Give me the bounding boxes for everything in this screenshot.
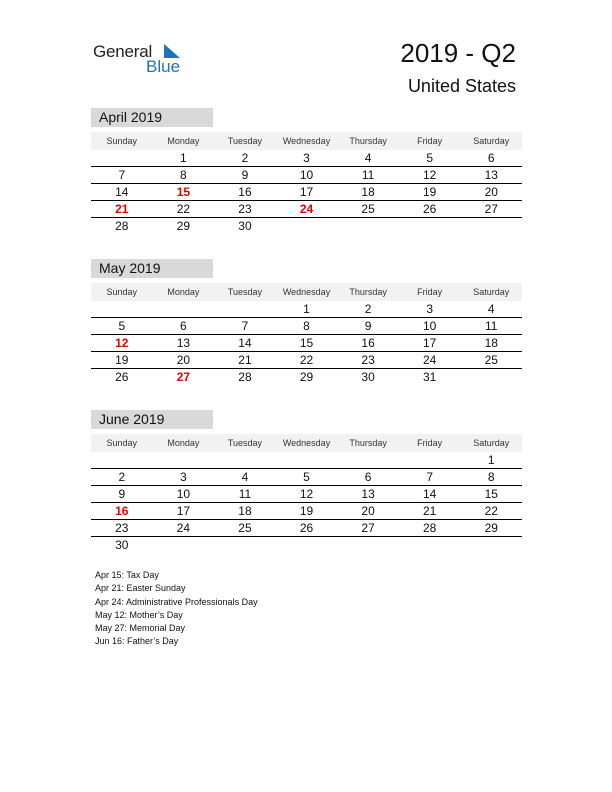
- weekday-label: Sunday: [106, 438, 138, 448]
- weekday-label: Tuesday: [227, 287, 263, 297]
- country-subtitle: United States: [407, 76, 516, 96]
- day-cell: 15: [176, 185, 191, 199]
- weekday-label: Wednesday: [282, 438, 331, 448]
- day-cell: 6: [487, 151, 495, 165]
- weekday-label: Monday: [167, 136, 200, 146]
- day-cell: 10: [299, 168, 314, 182]
- weekday-header-row: [91, 283, 522, 301]
- day-cell: 14: [238, 336, 252, 350]
- day-cell: 22: [299, 353, 314, 367]
- week-row: [91, 537, 522, 553]
- week-row: [91, 469, 522, 486]
- week-rows: [91, 452, 522, 553]
- weekday-label: Wednesday: [282, 136, 331, 146]
- day-cell: 20: [176, 353, 191, 367]
- weekday-label: Friday: [417, 287, 443, 297]
- day-cell: 12: [423, 168, 437, 182]
- day-cell: 26: [115, 370, 129, 384]
- weekday-label: Sunday: [106, 136, 138, 146]
- day-cell: 4: [241, 470, 249, 484]
- day-cell: 12: [115, 336, 129, 350]
- day-cell: 1: [303, 302, 310, 316]
- day-cell: 16: [238, 185, 252, 199]
- day-cell: 11: [238, 487, 252, 501]
- day-cell: 16: [115, 504, 129, 518]
- day-cell: 17: [176, 504, 191, 518]
- day-cell: 25: [238, 521, 252, 535]
- week-row: [91, 335, 522, 352]
- week-row: [91, 150, 522, 167]
- day-cell: 8: [180, 168, 187, 182]
- empty-day-cell: [276, 218, 338, 234]
- day-cell: 24: [423, 353, 437, 367]
- day-cell: 4: [364, 151, 372, 165]
- day-cell: 23: [115, 521, 129, 535]
- week-row: [91, 486, 522, 503]
- day-cell: 13: [361, 487, 375, 501]
- day-cell: 16: [361, 336, 375, 350]
- holiday-note: Apr 15: Tax Day: [95, 570, 159, 580]
- day-cell: 1: [487, 453, 495, 467]
- day-cell: 15: [299, 336, 314, 350]
- empty-day-cell: [399, 452, 461, 468]
- month-title: May 2019: [91, 259, 213, 278]
- day-cell: 14: [423, 487, 437, 501]
- day-cell: 4: [487, 302, 495, 316]
- empty-day-cell: [337, 452, 399, 468]
- day-cell: 17: [299, 185, 314, 199]
- week-row: [91, 452, 522, 469]
- day-cell: 28: [423, 521, 437, 535]
- day-cell: 29: [484, 521, 498, 535]
- day-cell: 18: [361, 185, 375, 199]
- day-cell: 25: [361, 202, 375, 216]
- day-cell: 31: [423, 370, 437, 384]
- day-cell: 9: [118, 487, 126, 501]
- brand-word-blue: Blue: [146, 57, 181, 76]
- day-cell: 7: [118, 168, 126, 182]
- day-cell: 22: [176, 202, 191, 216]
- empty-day-cell: [399, 218, 461, 234]
- empty-day-cell: [214, 537, 276, 553]
- week-row: [91, 352, 522, 369]
- weekday-label: Tuesday: [227, 136, 263, 146]
- weekday-label: Thursday: [349, 287, 387, 297]
- week-rows: [91, 150, 522, 234]
- empty-day-cell: [460, 218, 522, 234]
- holiday-notes: [95, 569, 258, 649]
- day-cell: 27: [361, 521, 375, 535]
- day-cell: 18: [238, 504, 252, 518]
- empty-day-cell: [337, 218, 399, 234]
- weekday-label: Saturday: [473, 136, 510, 146]
- day-cell: 10: [176, 487, 191, 501]
- day-cell: 19: [115, 353, 129, 367]
- weekday-header-row: [91, 132, 522, 150]
- day-cell: 5: [426, 151, 434, 165]
- weekday-label: Saturday: [473, 438, 510, 448]
- weekday-label: Sunday: [106, 287, 138, 297]
- day-cell: 29: [299, 370, 314, 384]
- day-cell: 24: [299, 202, 314, 216]
- day-cell: 3: [180, 470, 187, 484]
- day-cell: 28: [115, 219, 129, 233]
- day-cell: 9: [241, 168, 249, 182]
- empty-day-cell: [153, 301, 215, 317]
- empty-day-cell: [276, 537, 338, 553]
- day-cell: 25: [484, 353, 498, 367]
- day-cell: 2: [241, 151, 249, 165]
- week-row: [91, 301, 522, 318]
- weekday-label: Friday: [417, 136, 443, 146]
- empty-day-cell: [214, 452, 276, 468]
- day-cell: 15: [484, 487, 498, 501]
- week-row: [91, 503, 522, 520]
- day-cell: 11: [361, 168, 375, 182]
- weekday-label: Tuesday: [227, 438, 263, 448]
- day-cell: 23: [238, 202, 252, 216]
- day-cell: 20: [484, 185, 498, 199]
- day-cell: 2: [118, 470, 126, 484]
- day-cell: 9: [364, 319, 372, 333]
- day-cell: 3: [426, 302, 434, 316]
- day-cell: 5: [118, 319, 126, 333]
- week-row: [91, 369, 522, 385]
- day-cell: 6: [364, 470, 372, 484]
- holiday-note: May 27: Memorial Day: [95, 623, 186, 634]
- day-cell: 7: [426, 470, 434, 484]
- day-cell: 2: [364, 302, 372, 316]
- empty-day-cell: [276, 452, 338, 468]
- day-cell: 8: [487, 470, 495, 484]
- day-cell: 18: [484, 336, 498, 350]
- day-cell: 26: [299, 521, 314, 535]
- weekday-label: Friday: [417, 438, 443, 448]
- holiday-note: May 12: Mother’s Day: [95, 609, 183, 620]
- day-cell: 30: [238, 219, 252, 233]
- day-cell: 6: [180, 319, 187, 333]
- day-cell: 17: [423, 336, 437, 350]
- day-cell: 21: [423, 504, 437, 518]
- day-cell: 14: [115, 185, 129, 199]
- weekday-header-row: [91, 434, 522, 452]
- week-row: [91, 218, 522, 234]
- brand-logo: [93, 40, 193, 80]
- weekday-label: Monday: [167, 287, 200, 297]
- empty-day-cell: [91, 452, 153, 468]
- weekday-label: Saturday: [473, 287, 510, 297]
- week-row: [91, 318, 522, 335]
- day-cell: 27: [484, 202, 498, 216]
- day-cell: 26: [423, 202, 437, 216]
- page-title: 2019 - Q2: [400, 38, 516, 68]
- day-cell: 19: [423, 185, 437, 199]
- week-rows: [91, 301, 522, 385]
- day-cell: 13: [176, 336, 191, 350]
- day-cell: 3: [303, 151, 310, 165]
- empty-day-cell: [153, 537, 215, 553]
- week-row: [91, 520, 522, 537]
- day-cell: 30: [361, 370, 375, 384]
- weekday-label: Monday: [167, 438, 200, 448]
- day-cell: 23: [361, 353, 375, 367]
- empty-day-cell: [460, 537, 522, 553]
- day-cell: 20: [361, 504, 375, 518]
- empty-day-cell: [337, 537, 399, 553]
- month-title: April 2019: [91, 108, 213, 127]
- empty-day-cell: [399, 537, 461, 553]
- holiday-note: Jun 16: Father’s Day: [95, 636, 179, 647]
- week-row: [91, 184, 522, 201]
- week-row: [91, 201, 522, 218]
- day-cell: 21: [115, 202, 129, 216]
- empty-day-cell: [460, 369, 522, 385]
- day-cell: 21: [238, 353, 252, 367]
- empty-day-cell: [153, 452, 215, 468]
- day-cell: 11: [485, 319, 498, 333]
- month-block-may: [91, 259, 522, 385]
- weekday-label: Wednesday: [282, 287, 331, 297]
- day-cell: 22: [484, 504, 498, 518]
- day-cell: 29: [176, 219, 191, 233]
- day-cell: 8: [303, 319, 310, 333]
- brand-word-general: General: [93, 42, 153, 61]
- empty-day-cell: [214, 301, 276, 317]
- empty-day-cell: [91, 150, 153, 166]
- day-cell: 27: [176, 370, 191, 384]
- week-row: [91, 167, 522, 184]
- day-cell: 13: [484, 168, 498, 182]
- day-cell: 1: [180, 151, 187, 165]
- holiday-note: Apr 24: Administrative Professionals Day: [95, 596, 258, 607]
- month-block-april: [91, 108, 522, 234]
- day-cell: 5: [303, 470, 310, 484]
- day-cell: 7: [241, 319, 249, 333]
- month-title: June 2019: [91, 410, 213, 429]
- day-cell: 28: [238, 370, 252, 384]
- day-cell: 19: [299, 504, 314, 518]
- day-cell: 12: [299, 487, 314, 501]
- day-cell: 30: [115, 538, 129, 552]
- weekday-label: Thursday: [349, 438, 387, 448]
- day-cell: 10: [423, 319, 437, 333]
- weekday-label: Thursday: [349, 136, 387, 146]
- day-cell: 24: [176, 521, 191, 535]
- empty-day-cell: [91, 301, 153, 317]
- month-block-june: [91, 410, 522, 553]
- holiday-note: Apr 21: Easter Sunday: [95, 583, 186, 594]
